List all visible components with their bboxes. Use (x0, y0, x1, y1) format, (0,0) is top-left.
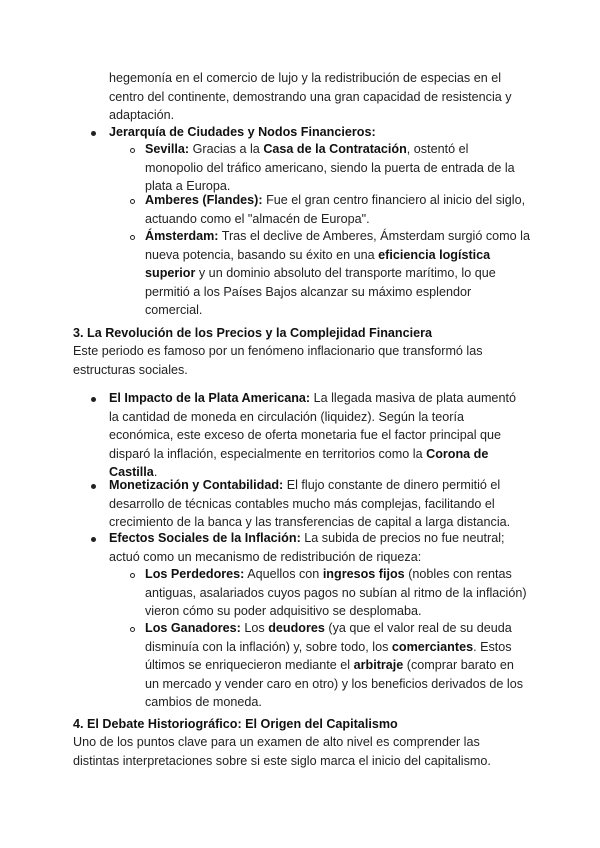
section-3-heading: 3. La Revolución de los Precios y la Complejidad Financiera (73, 326, 433, 340)
bullet-dot (91, 397, 96, 402)
sub-bullet-circle (130, 148, 135, 153)
sub-bullet-circle (130, 627, 135, 632)
bullet-efectos: Efectos Sociales de la Inflación: La subida de precios no fue neutral; actuó como un mecanismo de redistribución de riqueza: (109, 531, 505, 564)
sub-bullet-perdedores: Los Perdedores: Aquellos con ingresos fijos (nobles con rentas antiguas, asalariados cuyos pagos no subían al ritmo de la inflación) vieron cómo su poder adquisitivo se desplomaba. (145, 567, 527, 619)
sub-bullet-amsterdam: Ámsterdam: Tras el declive de Amberes, Ámsterdam surgió como la nueva potencia, basando su éxito en una eficiencia logística superior y un dominio absoluto del transporte marítimo, lo que permitió a los Países Bajos alcanzar su máximo esplendor comercial. (145, 229, 530, 318)
bullet-monetizacion: Monetización y Contabilidad: El flujo constante de dinero permitió el desarrollo de técnicas contables mucho más complejas, facilitando el crecimiento de la banca y las transferencias de capital a larga distancia. (109, 478, 511, 530)
sub-bullet-ganadores: Los Ganadores: Los deudores (ya que el valor real de su deuda disminuía con la inflación) y, sobre todo, los comerciantes. Estos últimos se enriquecieron mediante el arbitraje (comprar barato en un mercado y vender caro en otro) y los beneficios derivados de los cambios de moneda. (145, 621, 524, 710)
section-3-intro: Este periodo es famoso por un fenómeno inflacionario que transformó las estructuras sociales. (73, 344, 483, 377)
sub-bullet-amberes: Amberes (Flandes): Fue el gran centro financiero al inicio del siglo, actuando como el "almacén de Europa". (145, 193, 526, 226)
section-4-heading: 4. El Debate Historiográfico: El Origen del Capitalismo (73, 717, 398, 731)
bullet-dot (91, 537, 96, 542)
sub-bullet-circle (130, 235, 135, 240)
bullet-dot (91, 131, 96, 136)
continuation-paragraph: hegemonía en el comercio de lujo y la redistribución de especias en el centro del continente, demostrando una gran capacidad de resistencia y adaptación. (109, 71, 512, 123)
sub-bullet-circle (130, 573, 135, 578)
bullet-title: Jerarquía de Ciudades y Nodos Financieros: (109, 125, 376, 139)
bullet-plata: El Impacto de la Plata Americana: La llegada masiva de plata aumentó la cantidad de moneda en circulación (liquidez). Según la teoría económica, este exceso de oferta monetaria fue el factor principal que disparó la inflación, especialmente en territorios como la Corona de Castilla. (109, 391, 516, 480)
bullet-jerarquia (109, 123, 529, 142)
bullet-dot (91, 484, 96, 489)
section-4-intro: Uno de los puntos clave para un examen de alto nivel es comprender las distintas interpretaciones sobre si este siglo marca el inicio del capitalismo. (73, 735, 491, 768)
sub-bullet-sevilla: Sevilla: Gracias a la Casa de la Contratación, ostentó el monopolio del tráfico americano, siendo la puerta de entrada de la plata a Europa. (145, 142, 515, 194)
sub-bullet-circle (130, 199, 135, 204)
